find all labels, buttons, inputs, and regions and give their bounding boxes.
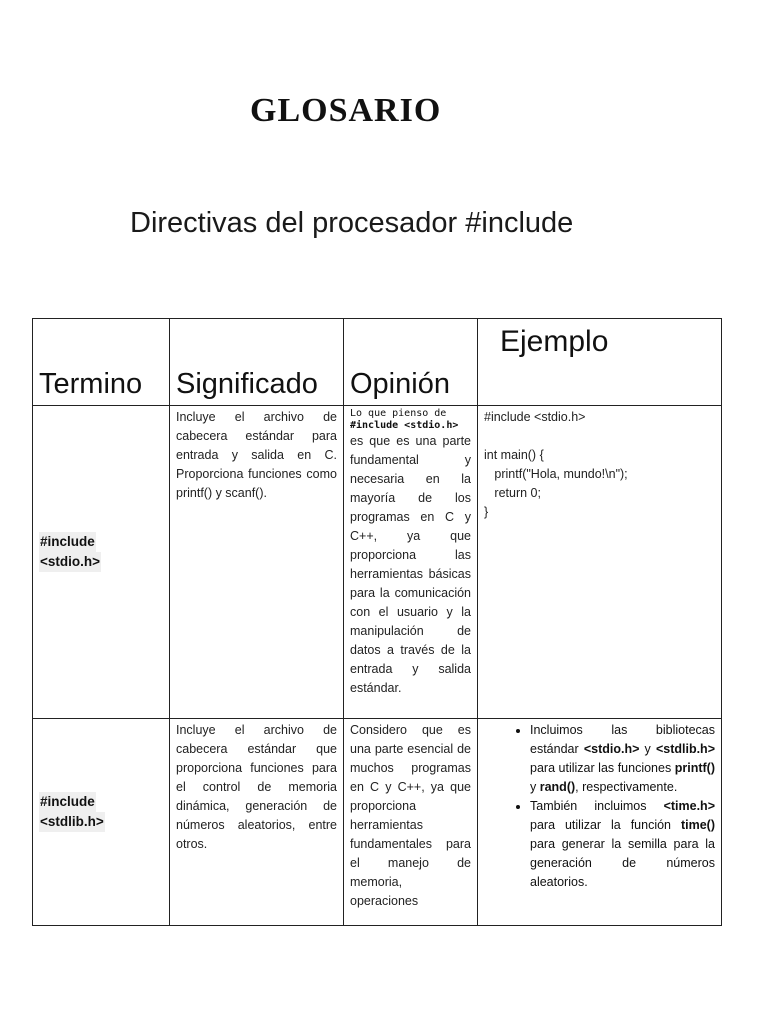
bullet-bold: printf() [674,761,715,775]
example-cell [478,406,722,719]
bullet-text: y [639,742,656,756]
bullet-text: , respectivamente. [575,780,678,794]
header-term [33,319,170,406]
header-example-label: Ejemplo [500,325,609,358]
meaning-cell [170,719,344,926]
bullet-bold: <stdlib.h> [655,742,715,756]
bullet-bold: rand() [539,780,576,794]
bullet-bold: time() [680,818,715,832]
term-cell [33,719,170,926]
opinion-cell [344,406,478,719]
example-cell [478,719,722,926]
table-row [33,406,722,719]
bullet-text: También incluimos [530,799,664,813]
bullet-bold: <stdio.h> [583,742,640,756]
glossary-table [32,318,722,926]
term-line-1: #include [39,792,96,812]
meaning-cell [170,406,344,719]
list-item [530,797,715,892]
opinion-intro [350,408,471,432]
table-header-row [33,319,722,406]
term-line-2: <stdlib.h> [39,812,105,832]
term-cell [33,406,170,719]
bullet-text: para utilizar la función [530,818,681,832]
header-opinion [344,319,478,406]
header-meaning [170,319,344,406]
meaning-text: Incluye el archivo de cabecera estándar para entrada y salida en C. Proporciona funciones como printf() y scanf(). [176,410,337,500]
opinion-text: es que es una parte fundamental y necesaria en la mayoría de los programas en C y C++, ya que proporciona las herramientas básicas para la comunicación con el usuario y la manipulación de datos a través de la entrada y salida estándar. [350,434,471,695]
term-line-1: #include [39,532,96,552]
table-row [33,719,722,926]
bullet-text: para generar la semilla para la generación de números aleatorios. [530,837,715,889]
opinion-text: Considero que es una parte esencial de muchos programas en C y C++, ya que proporciona herramientas fundamentales para el manejo de memoria, operaciones [350,723,471,908]
term-line-2: <stdio.h> [39,552,101,572]
section-subtitle: Directivas del procesador #include [130,207,574,239]
bullet-text: y [530,780,540,794]
header-term-label: Termino [39,368,143,400]
bullet-bold: <time.h> [663,799,715,813]
header-example [478,319,722,406]
bullet-text: Incluimos las bibliotecas estándar [530,723,715,756]
opinion-code: #include <stdio.h> [350,420,459,431]
header-meaning-label: Significado [176,368,318,400]
example-bullets [484,721,715,892]
meaning-text: Incluye el archivo de cabecera estándar que proporciona funciones para el control de memoria dinámica, generación de números aleatorios, entre otros. [176,723,337,851]
example-code: #include <stdio.h> int main() { printf("Hola, mundo!\n"); return 0; } [484,410,628,519]
opinion-cell [344,719,478,926]
header-opinion-label: Opinión [350,368,450,400]
list-item [530,721,715,797]
opinion-intro-text: Lo que pienso de [350,408,447,419]
bullet-text: para utilizar las funciones [530,761,675,775]
page-title: GLOSARIO [250,92,442,129]
